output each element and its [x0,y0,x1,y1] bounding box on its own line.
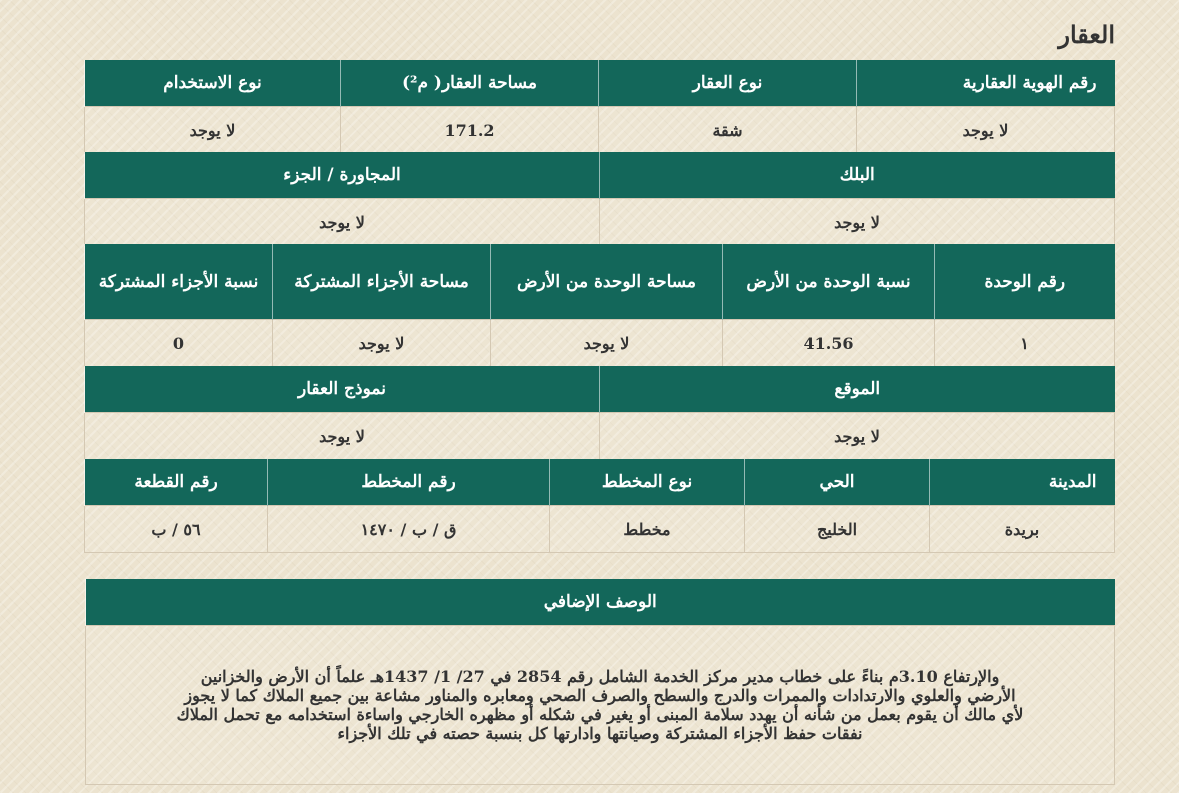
table-cell: بريدة [930,506,1115,553]
column-header: البلك [600,152,1115,199]
column-header: نموذج العقار [85,366,600,413]
column-header: رقم القطعة [85,459,268,506]
description-header: الوصف الإضافي [86,579,1115,626]
column-header: نوع العقار [599,60,857,107]
description-text: والإرتفاع 3.10م بناءً على خطاب مدير مركز الخدمة الشامل رقم 2854 في 27/ 1/ 1437هـ علماً أن الأرض والخزانين الأرضي والعلوي والارتدادات والممرات والدرج والسطح والصرف الصحي ومعابره والمناور مشاعة بين جميع الملاك كما لا يجوز لأي مالك أن يقوم بعمل من شأنه أن يهدد سلامة المبنى أو يغير في شكله أو مظهره الخارجي واساءة استخدامه مع تحمل الملاك نفقات حفظ الأجزاء المشتركة وصيانتها وادارتها كل بنسبة حصته في تلك الأجزاء [86,626,1115,785]
column-header: رقم المخطط [268,459,550,506]
unit-table [84,244,1115,367]
table-cell: 0 [85,320,273,367]
table-header-row [85,60,1115,107]
table-row [86,626,1115,785]
table-header-row [85,152,1115,199]
table-row [85,320,1115,367]
column-header: نسبة الأجزاء المشتركة [85,244,273,320]
table-cell: شقة [599,107,857,154]
property-info-table [84,60,1115,154]
column-header: رقم الوحدة [935,244,1115,320]
description-table [85,579,1115,785]
table-cell: لا يوجد [491,320,723,367]
table-cell: لا يوجد [85,107,341,154]
table-cell: لا يوجد [857,107,1115,154]
table-row [85,413,1115,460]
table-cell: مخطط [550,506,745,553]
column-header: نوع الاستخدام [85,60,341,107]
column-header: المجاورة / الجزء [85,152,600,199]
table-cell: لا يوجد [600,413,1115,460]
table-header-row [86,579,1115,626]
column-header: الموقع [600,366,1115,413]
table-row [85,199,1115,246]
table-row [85,506,1115,553]
table-cell: 171.2 [341,107,599,154]
column-header: مساحة الأجزاء المشتركة [273,244,491,320]
table-row [85,107,1115,154]
table-cell: ٥٦ / ب [85,506,268,553]
table-cell: لا يوجد [85,413,600,460]
table-cell: الخليج [745,506,930,553]
table-cell: ق / ب / ١٤٧٠ [268,506,550,553]
column-header: مساحة العقار( م²) [341,60,599,107]
table-cell: لا يوجد [600,199,1115,246]
column-header: المدينة [930,459,1115,506]
table-cell: لا يوجد [273,320,491,367]
column-header: نوع المخطط [550,459,745,506]
location-table [84,366,1115,460]
table-cell: لا يوجد [85,199,600,246]
table-cell: ١ [935,320,1115,367]
column-header: مساحة الوحدة من الأرض [491,244,723,320]
column-header: الحي [745,459,930,506]
table-cell: 41.56 [723,320,935,367]
plan-table [84,459,1115,553]
table-header-row [85,244,1115,320]
column-header: نسبة الوحدة من الأرض [723,244,935,320]
table-header-row [85,366,1115,413]
block-table [84,152,1115,246]
table-header-row [85,459,1115,506]
column-header: رقم الهوية العقارية [857,60,1115,107]
page-title: العقار [1058,20,1115,49]
